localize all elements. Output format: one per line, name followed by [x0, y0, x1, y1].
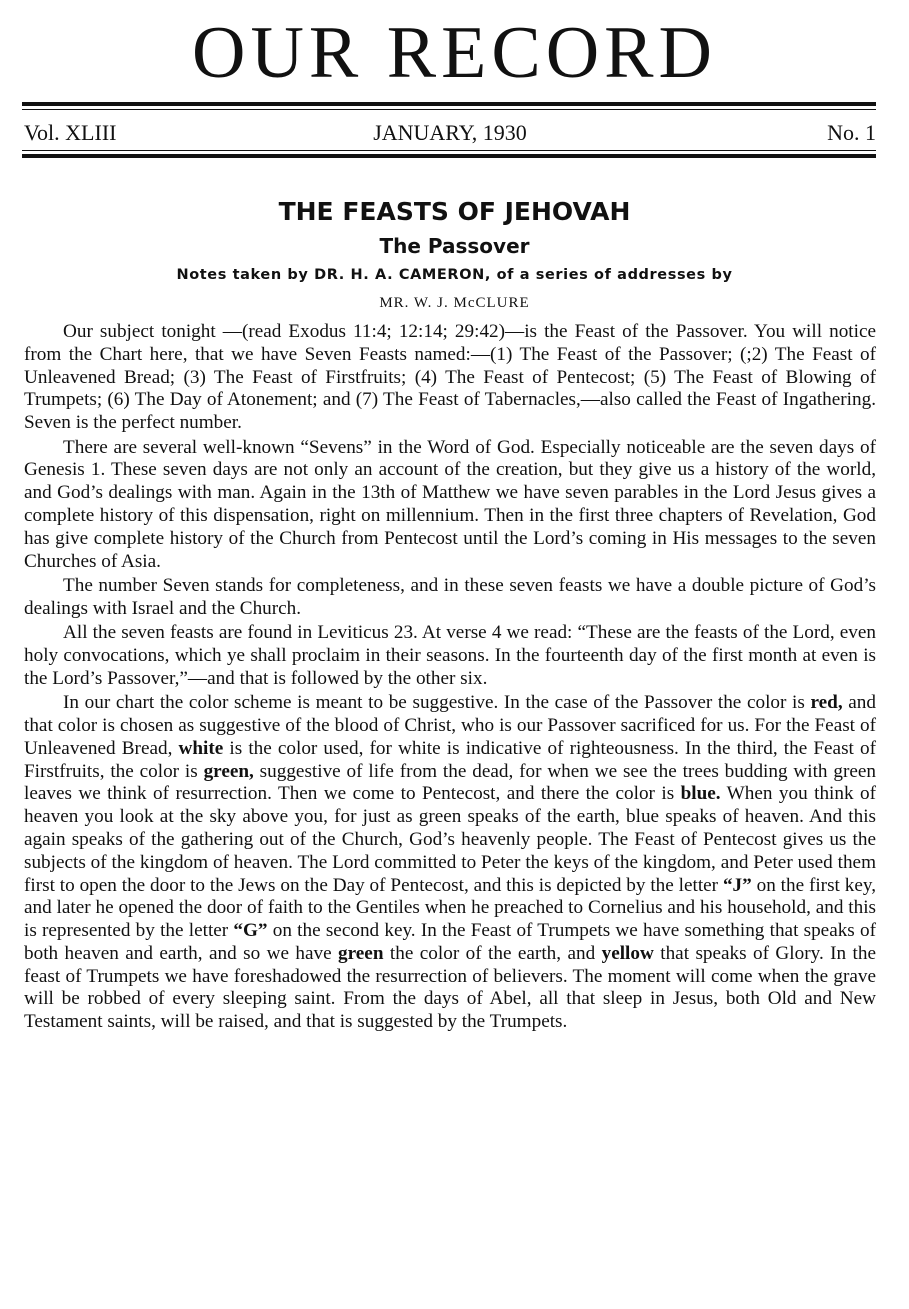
- article-body: [24, 321, 876, 1036]
- article-notes-credit: Notes taken by DR. H. A. CAMERON, of a series of addresses by: [176, 267, 733, 283]
- color-word-white: white: [178, 737, 224, 759]
- article-subtitle: The Passover: [379, 234, 530, 258]
- paragraph-4: All the seven feasts are found in Leviticus 23. At verse 4 we read: “These are the feasts of the Lord, even holy convocations, which ye shall proclaim in their seasons. In the fourteenth day of the first month at even is the Lord’s Passover,”—and that is followed by the other six.: [24, 622, 876, 689]
- text-run: on the second key. In the Feast of Trumpets we have something that speaks of both heaven and earth, and so we have: [24, 920, 876, 964]
- text-run: When you think of heaven you look at the sky above you, for just as green speaks of the earth, blue speaks of heaven. And this again speaks of the gathering out of the Church, God’s heavenly people. The Feast of Pentecost gives us the subjects of the kingdom of heaven. The Lord committed to Peter the keys of the kingdom, and Peter used them first to open the door to the Jews on the Day of Pentecost, and this is depicted by the letter: [24, 783, 876, 896]
- letter-j: “J”: [722, 874, 752, 896]
- paragraph-2: There are several well-known “Sevens” in the Word of God. Especially noticeable are the seven days of Genesis 1. These seven days are not only an account of the creation, but they give us a history of the world, and God’s dealings with man. Again in the 13th of Matthew we have seven parables in the Lord Jesus gives a complete history of this dispensation, right on millennium. Then in the first three chapters of Revelation, God has give complete history of the Church from Pentecost until the Lord’s coming in His messages to the seven Churches of Asia.: [24, 436, 876, 572]
- article-title: THE FEASTS OF JEHOVAH: [278, 197, 631, 226]
- text-run: on the first key, and later he opened the door of faith to the Gentiles when he preached to Cornelius and his household, and this is represented by the letter: [24, 874, 876, 942]
- masthead-rule-top-thin: [22, 109, 876, 110]
- issue-number: No. 1: [827, 120, 876, 145]
- color-word-blue: blue.: [680, 783, 721, 805]
- color-word-green: green,: [203, 760, 254, 782]
- masthead-title: OUR RECORD: [192, 12, 717, 94]
- masthead-rule-top: [22, 102, 876, 106]
- issue-rule-thin: [22, 150, 876, 151]
- text-run: suggestive of life from the dead, for when we see the trees budding with green leaves we think of resurrection. Then we come to Pentecost, and there the color is: [24, 760, 876, 805]
- color-word-red: red,: [810, 692, 843, 714]
- paragraph-1: Our subject tonight —(read Exodus 11:4; 12:14; 29:42)—is the Feast of the Passover. You will notice from the Chart here, that we have Seven Feasts named:—(1) The Feast of the Passover; (;2) The Feast of Unleavened Bread; (3) The Feast of Firstfruits; (4) The Feast of Pentecost; (5) The Feast of Blowing of Trumpets; (6) The Day of Atonement; and (7) The Feast of Tabernacles,—also called the Feast of Ingathering. Seven is the perfect number.: [24, 321, 876, 434]
- letter-g: “G”: [233, 920, 268, 942]
- text-run: is the color used, for white is indicative of righteousness. In the third, the Feast of Firstfruits, the color is: [24, 737, 876, 782]
- paragraph-3: The number Seven stands for completeness, and in these seven feasts we have a double picture of God’s dealings with Israel and the Church.: [24, 574, 876, 619]
- issue-volume: Vol. XLIII: [24, 120, 117, 145]
- text-run: and that color is chosen as suggestive of the blood of Christ, who is our Passover sacrificed for us. For the Feast of Unleavened Bread,: [24, 692, 876, 759]
- text-run: In our chart the color scheme is meant to be suggestive. In the case of the Passover the color is: [63, 692, 811, 714]
- text-run: that speaks of Glory. In the feast of Trumpets we have foreshadowed the resurrection of believers. The moment will come when the grave will be robbed of every sleeping saint. From the days of Abel, all that sleep in Jesus, both Old and New Testament saints, will be raised, and that is suggested by the Trumpets.: [24, 942, 877, 1033]
- color-word-yellow: yellow: [601, 942, 654, 964]
- issue-rule-bottom: [22, 154, 876, 158]
- color-word-green-2: green: [338, 942, 384, 964]
- article-author: MR. W. J. McCLURE: [379, 295, 530, 311]
- issue-date: JANUARY, 1930: [373, 120, 527, 145]
- text-run: the color of the earth, and: [383, 942, 602, 964]
- issue-line: [24, 119, 876, 147]
- paragraph-5: [24, 692, 876, 1034]
